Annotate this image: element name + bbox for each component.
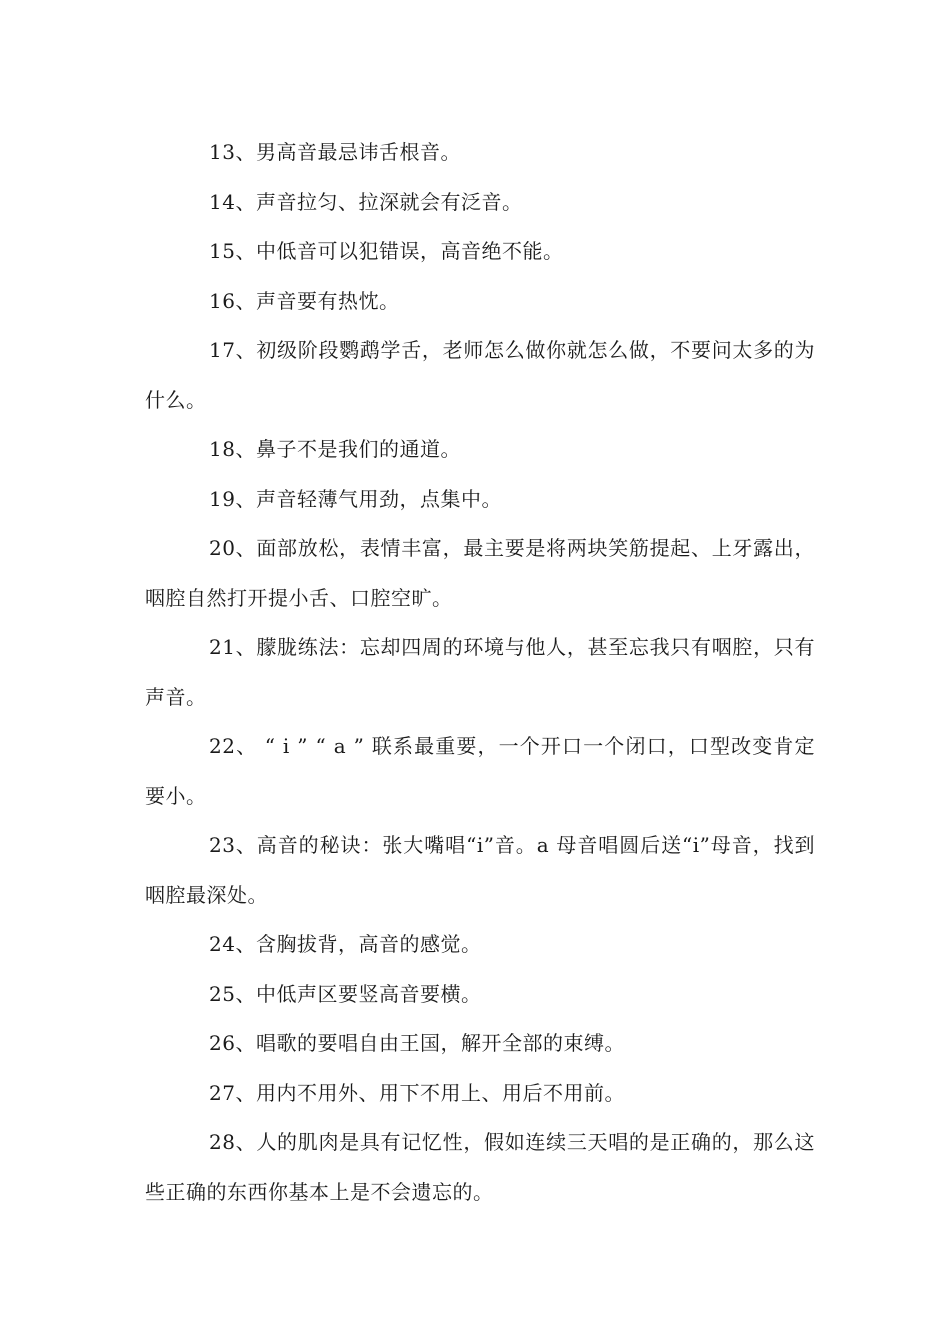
list-item: 17、初级阶段鹦鹉学舌，老师怎么做你就怎么做，不要问太多的为什么。: [145, 338, 815, 412]
list-item: 13、男高音最忌讳舌根音。: [209, 140, 461, 164]
list-item: 23、高音的秘诀：张大嘴唱“i”音。a 母音唱圆后送“i”母音，找到咽腔最深处。: [145, 833, 815, 907]
list-item: 26、唱歌的要唱自由王国，解开全部的束缚。: [209, 1031, 625, 1055]
list-item: 21、朦胧练法：忘却四周的环境与他人，甚至忘我只有咽腔，只有声音。: [145, 635, 815, 709]
list-item: 25、中低声区要竖高音要横。: [209, 981, 482, 1006]
list-item: 28、人的肌肉是具有记忆性，假如连续三天唱的是正确的，那么这些正确的东西你基本上是不会遗忘的。: [145, 1130, 815, 1204]
list-item: 24、含胸拔背，高音的感觉。: [209, 932, 482, 956]
list-item: 16、声音要有热忱。: [209, 288, 400, 313]
list-item: 27、用内不用外、用下不用上、用后不用前。: [209, 1080, 625, 1105]
list-item: 19、声音轻薄气用劲，点集中。: [209, 486, 502, 511]
list-item: 18、鼻子不是我们的通道。: [209, 437, 461, 461]
list-item: 20、面部放松，表情丰富，最主要是将两块笑筋提起、上牙露出，咽腔自然打开提小舌、口腔空旷。: [145, 536, 815, 610]
document-body: [145, 128, 815, 1217]
list-item: 22、 “ i ” “ a ” 联系最重要，一个开口一个闭口，口型改变肯定要小。: [145, 734, 815, 808]
list-item: 14、声音拉匀、拉深就会有泛音。: [209, 189, 523, 214]
list-item: 15、中低音可以犯错误，高音绝不能。: [209, 239, 564, 263]
